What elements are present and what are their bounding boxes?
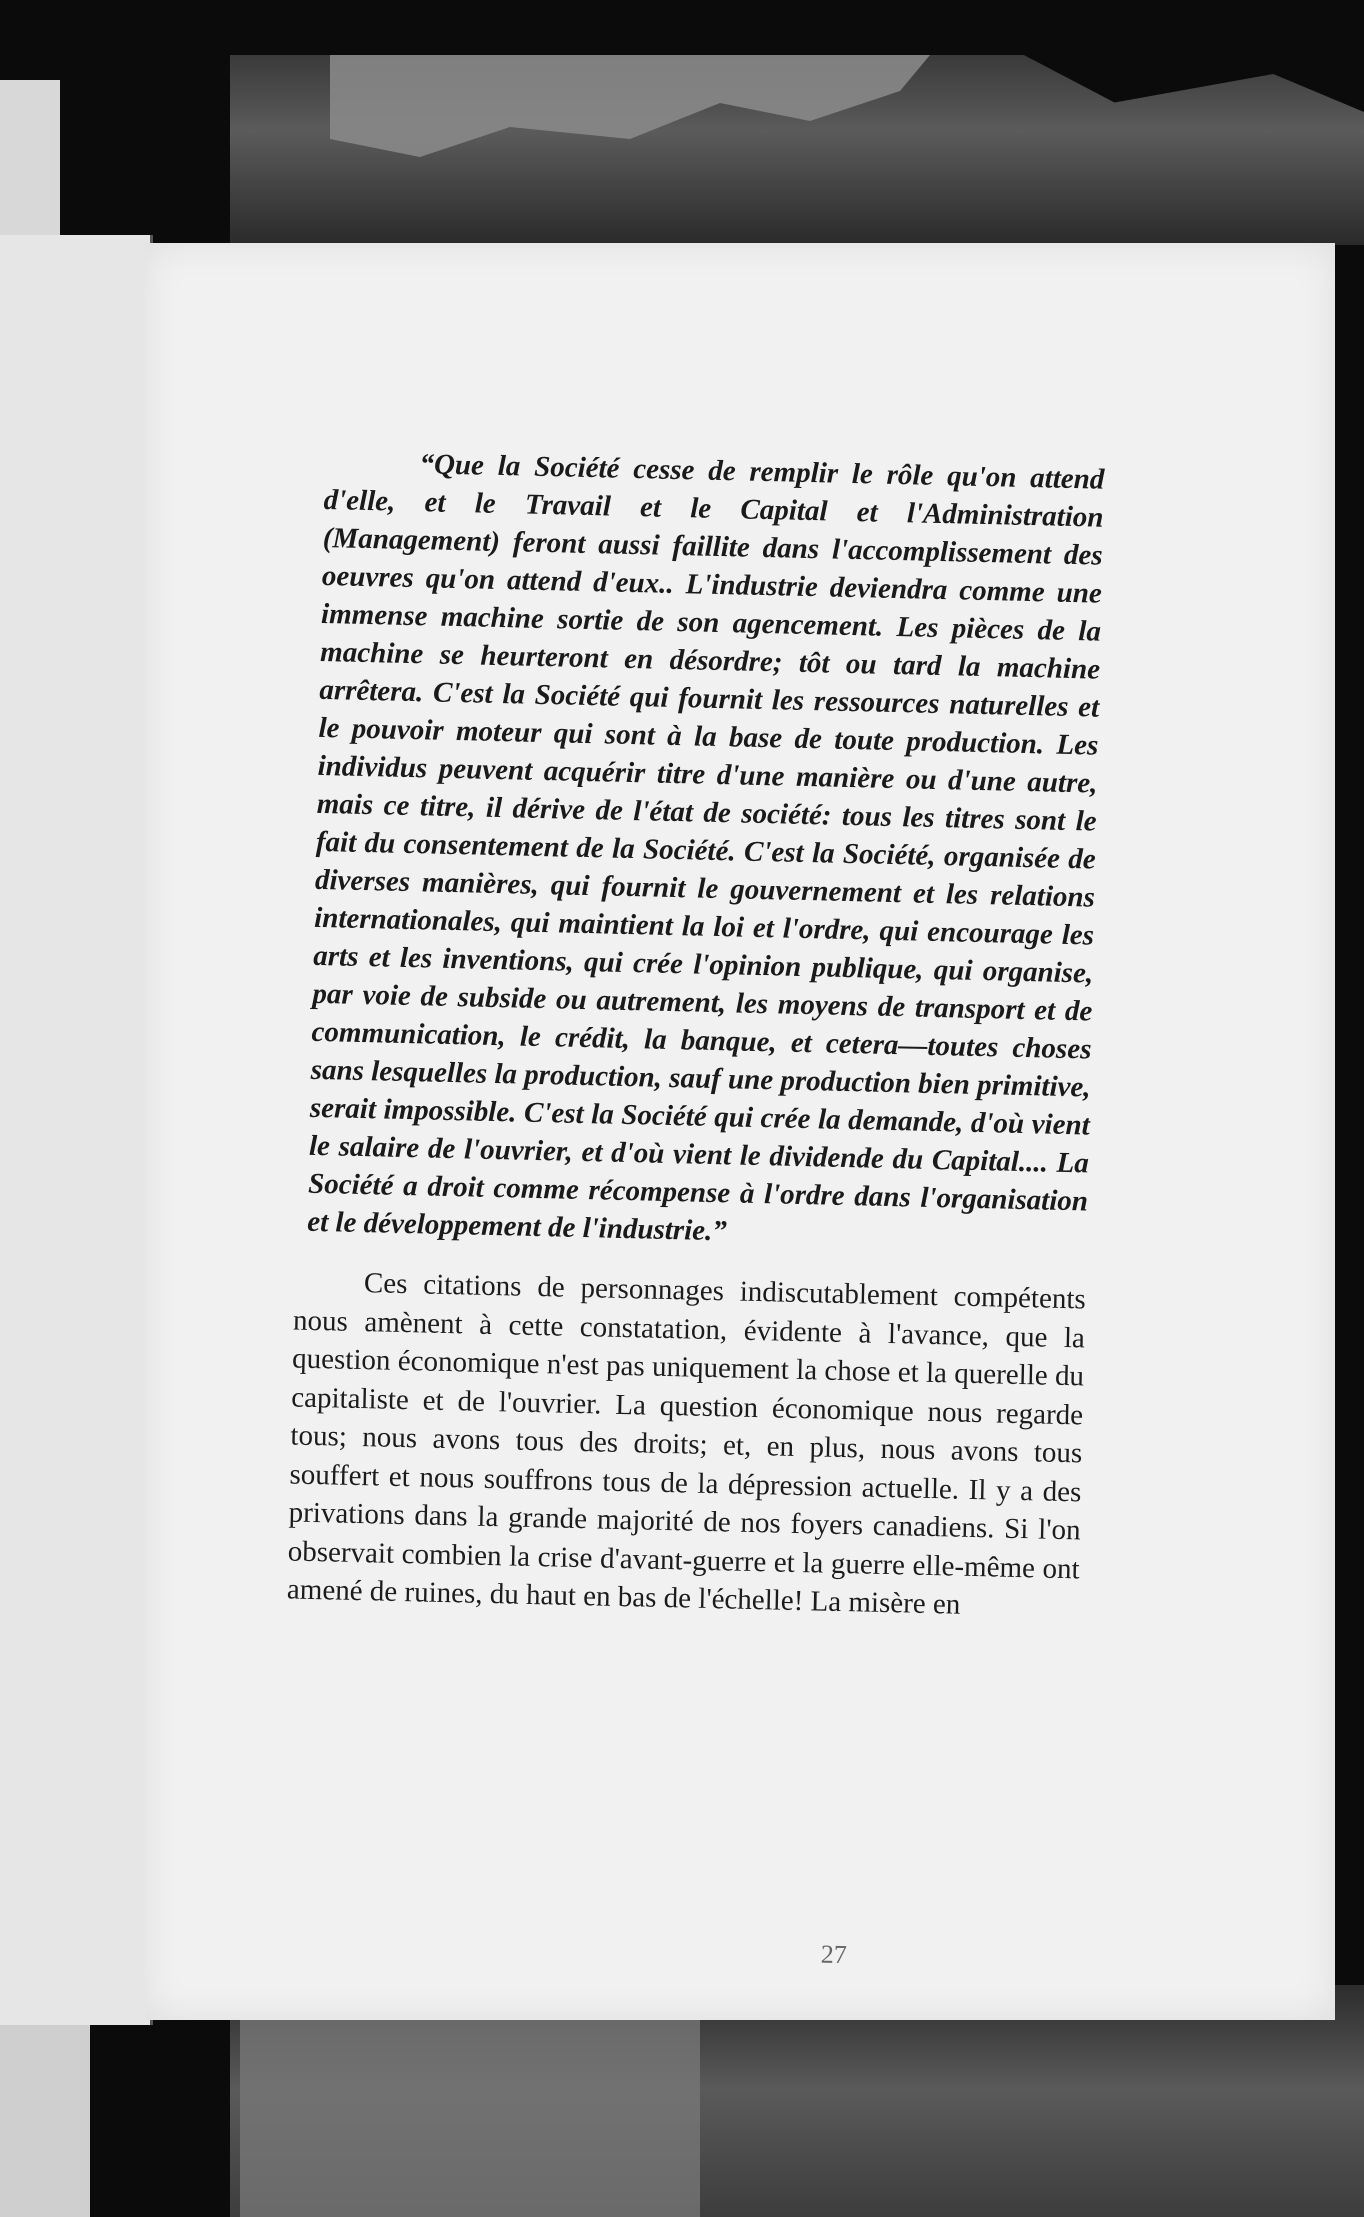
quoted-passage: “Que la Société cesse de remplir le rôle qu'on attend d'elle, et le Travail et le Capital et l'Administration (Management) feront aussi faillite dans l'accomplissement des oeuvres qu'on attend d'eux.. L'industrie deviendra comme une immense machine sortie de son agencement. Les pièces de la machine se heurteront en désordre; tôt ou tard la machine arrêtera. C'est la Société qui fournit les ressources naturelles et le pouvoir moteur qui sont à la base de toute production. Les individus peuvent acquérir titre d'une manière ou d'une autre, mais ce titre, il dérive de l'état de société: tous les titres sont le fait du consentement de la Société. C'est la Société, organisée de diverses manières, qui fournit le gouvernement et les relations internationales, qui maintient la loi et l'ordre, qui encourage les arts et les inventions, qui crée l'opinion publique, qui organise, par voie de subside ou autrement, les moyens de transport et de communication, le crédit, la banque, et cetera—toutes choses sans lesquelles la production, sauf une production bien primitive, serait impossible. C'est la Société qui crée la demande, d'où vient le salaire de l'ouvrier, et d'où vient le dividende du Capital.... La Société a droit comme récompense à l'ordre dans l'organisation et le développement de l'industrie.” [306, 448, 1105, 1248]
book-page [145, 243, 1335, 2020]
body-paragraph: Ces citations de personnages indiscutablement compétents nous amènent à cette constatation, évidente à l'avance, que la question économique n'est pas uniquement la chose et la querelle du capitaliste et de l'ouvrier. La question économique nous regarde tous; nous avons tous des droits; et, en plus, nous avons tous souffert et nous souffrons tous de la dépression actuelle. Il y a des privations dans la grande majorité de nos foyers canadiens. Si l'on observait combien la crise d'avant-guerre et la guerre elle-même ont amené de ruines, du haut en bas de l'échelle! La misère en [286, 1267, 1087, 1621]
left-page-sliver [0, 235, 153, 2025]
left-page-edge-top [0, 80, 60, 235]
page-text-block [286, 443, 1105, 1970]
left-page-edge-bottom [0, 2025, 90, 2217]
background-bottom-highlight [240, 2010, 700, 2217]
page-number: 27 [820, 1939, 848, 1970]
